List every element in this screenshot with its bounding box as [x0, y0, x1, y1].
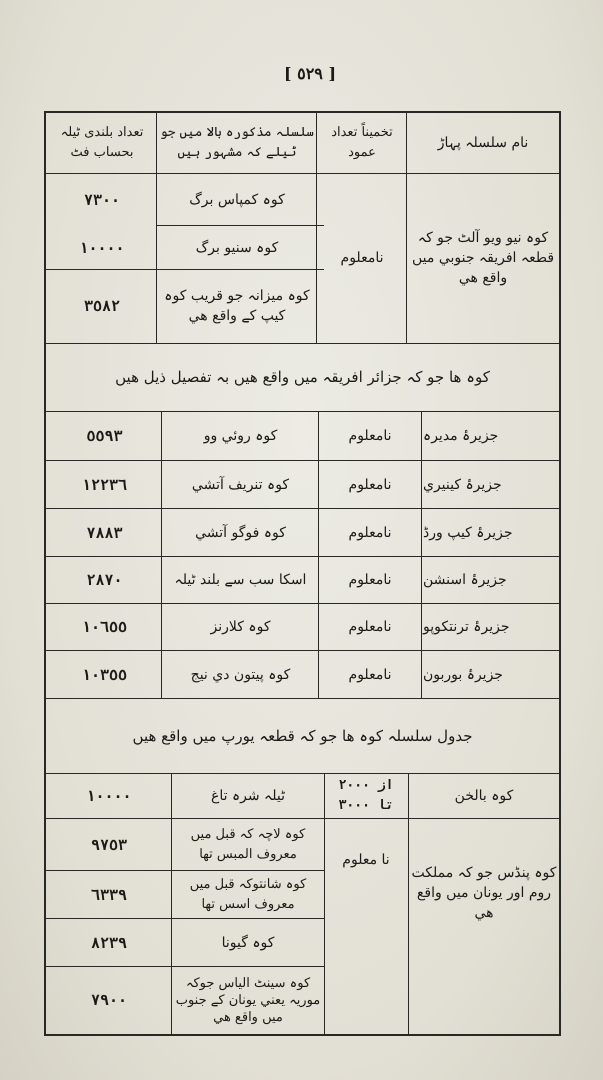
peak-height: ٧٩٠٠ [90, 991, 128, 1009]
peak-height: ٧٨٨٣ [86, 523, 123, 542]
island-name: جزیرۂ بوربون [423, 666, 503, 683]
range-count: نا معلوم [342, 852, 390, 868]
col-divider [421, 411, 422, 698]
peak-name: کوہ روئي وو [203, 427, 278, 444]
peak-height: ١٠٠٠٠ [86, 787, 132, 805]
island-name: جزیرۂ ترنتکوپو [423, 619, 510, 635]
island-name: جزیرۂ اسنشن [423, 572, 507, 588]
row-divider [46, 698, 559, 699]
range-name: کوہ بالخن [454, 788, 514, 804]
peak-name: کوہ شانتوکہ قبل میں معروف اسس تها [189, 877, 307, 912]
row-divider [46, 460, 559, 461]
row-divider [46, 603, 559, 604]
row-divider [46, 173, 559, 174]
row-divider [46, 411, 559, 412]
range-name: کوہ نیو ویو آلٹ جو کہ قطعہ افریقہ جنوبي میں واقع هي [411, 230, 555, 286]
peak-name: کوہ کمپاس برگ [189, 192, 285, 208]
range-count: نامعلوم [340, 250, 384, 266]
island-name: جزیرۂ کینیري [423, 476, 502, 493]
peak-height: ٦٣٣٩ [90, 886, 128, 904]
peak-height: ٣٥٨٢ [83, 297, 121, 315]
col-divider [171, 773, 172, 1034]
peak-name: کوہ گیونا [221, 935, 275, 951]
mountain-table [44, 111, 561, 1036]
peak-name: ٹیلہ شرہ تاغ [210, 788, 286, 804]
col-divider [406, 113, 407, 343]
row-divider [156, 225, 324, 226]
range-name: کوہ پنڈس جو کہ مملکت روم اور یونان میں واقع هي [411, 865, 557, 921]
peak-height: ١٠٠٠٠ [79, 239, 125, 257]
header-count: تخمیناً تعداد عمود [331, 125, 393, 160]
page-number: [ ٥٢٩ ] [283, 64, 337, 83]
peak-height: ٥٥٩٣ [86, 426, 123, 445]
row-divider [46, 818, 559, 819]
range-count: از ٢٠٠٠ تا ٣٠٠٠ [338, 778, 394, 813]
peak-name: کوہ سینٹ الیاس جوکہ موریہ یعني یونان کے جنوب میں واقع هي [175, 975, 321, 1025]
peak-name: کوہ کلارنز [210, 619, 271, 635]
col-divider [318, 411, 319, 698]
row-divider [46, 269, 324, 270]
section-heading: کوہ ها جو کہ جزائر افریقہ میں واقع هیں بہ تفصیل ذیل هیں [115, 368, 490, 386]
peak-name: اسکا سب سے بلند ٹیلہ [174, 572, 307, 588]
island-count: نامعلوم [348, 666, 392, 683]
row-divider [46, 773, 559, 774]
peak-height: ١٠٣٥٥ [81, 665, 128, 684]
island-name: جزیرۂ کیپ ورڈ [423, 524, 513, 541]
header-famous: سلسلہ مذکورہ بالا میں جو ٹیلے کہ مشہور ہیں [160, 125, 314, 160]
col-divider [408, 773, 409, 1034]
row-divider [46, 556, 559, 557]
row-divider [46, 966, 324, 967]
col-divider [161, 411, 162, 698]
island-count: نامعلوم [348, 427, 392, 444]
island-name: جزیرۂ مدیرہ [423, 427, 499, 444]
peak-height: ١٢٢٣٦ [81, 475, 128, 494]
col-divider [316, 113, 317, 343]
row-divider [46, 508, 559, 509]
peak-name: کوہ میزانہ جو قریب کوہ کیپ کے واقع هي [164, 288, 310, 324]
row-divider [46, 650, 559, 651]
island-count: نامعلوم [348, 619, 392, 635]
peak-name: کوہ تنریف آتشي [191, 476, 290, 493]
peak-height: ١٠٦٥٥ [81, 618, 128, 636]
peak-name: کوہ پیتون دي نیج [190, 666, 291, 683]
peak-name: کوہ لاچہ کہ قبل میں معروف المبس تها [190, 827, 306, 862]
island-count: نامعلوم [348, 524, 392, 541]
island-count: نامعلوم [348, 572, 392, 588]
section-heading: جدول سلسلہ کوہ ها جو کہ قطعہ یورپ میں واقع هیں [132, 727, 473, 745]
header-name: نام سلسلہ پہاڑ [437, 135, 529, 151]
peak-name: کوہ سنیو برگ [195, 240, 279, 256]
col-divider [156, 113, 157, 343]
col-divider [324, 773, 325, 1034]
header-height: تعداد بلندی ٹیلہ بحساب فٹ [60, 125, 144, 160]
peak-height: ٩٧٥٣ [90, 836, 128, 854]
row-divider [46, 343, 559, 344]
peak-height: ٢٨٧٠ [86, 571, 123, 589]
peak-height: ٨٢٣٩ [90, 934, 128, 952]
peak-height: ٧٣٠٠ [83, 191, 121, 209]
island-count: نامعلوم [348, 476, 392, 493]
peak-name: کوہ فوگو آتشي [195, 524, 286, 541]
row-divider [46, 870, 324, 871]
row-divider [46, 918, 324, 919]
